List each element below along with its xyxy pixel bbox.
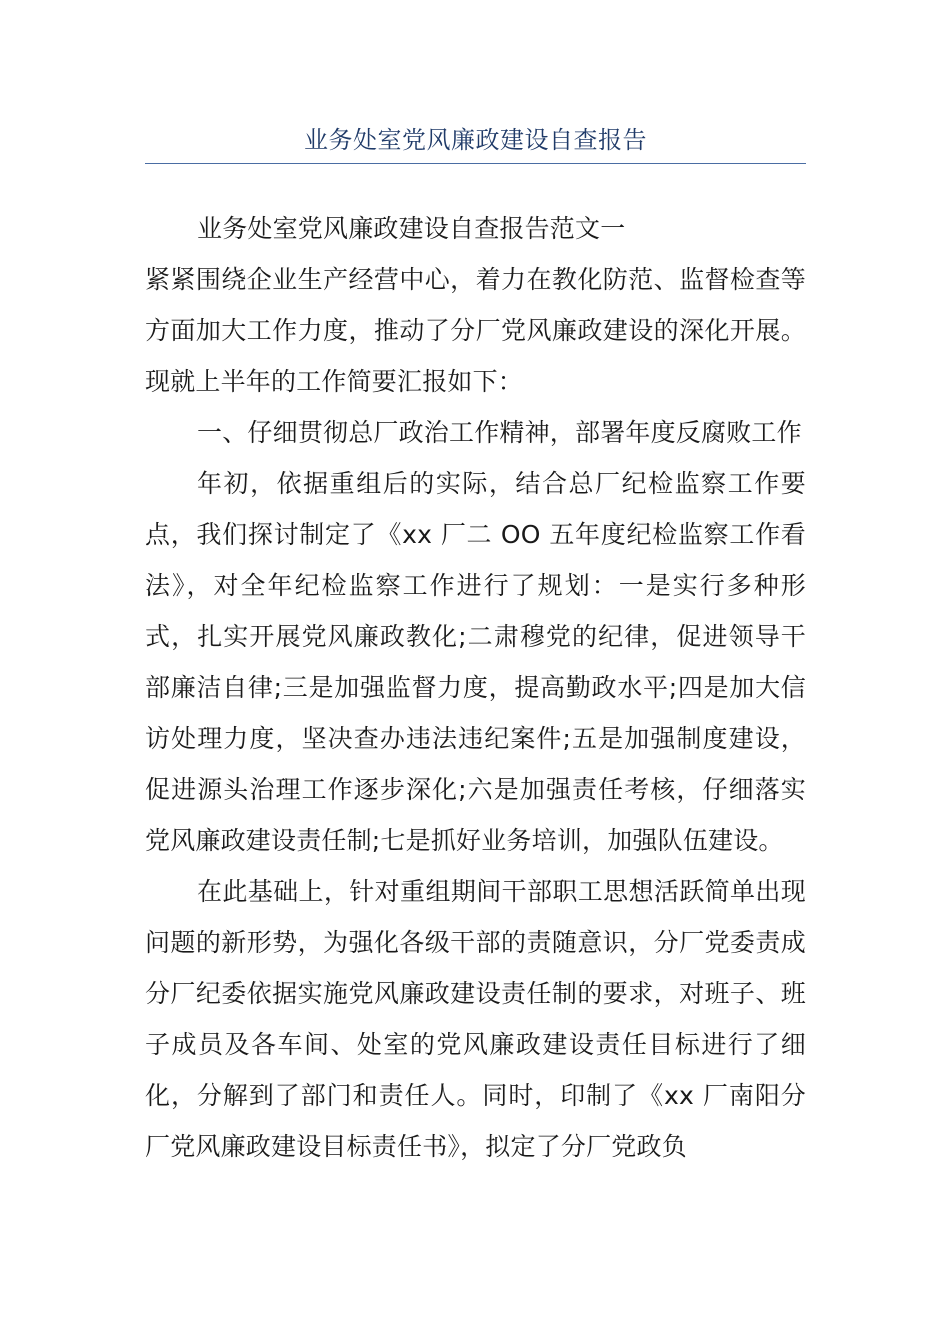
body-paragraph: 在此基础上，针对重组期间干部职工思想活跃简单出现问题的新形势，为强化各级干部的责随意识，分厂党委责成分厂纪委依据实施党风廉政建设责任制的要求，对班子、班子成员及各车间、处室的党风廉政建设责任目标进行了细化，分解到了部门和责任人。同时，印制了《xx 厂南阳分厂党风廉政建设目标责任书》，拟定了分厂党政负 bbox=[145, 877, 806, 1161]
intro-paragraph: 紧紧围绕企业生产经营中心，着力在教化防范、监督检查等方面加大工作力度，推动了分厂党风廉政建设的深化开展。现就上半年的工作简要汇报如下： bbox=[145, 265, 806, 396]
subtitle-paragraph: 业务处室党风廉政建设自查报告范文一 bbox=[197, 214, 626, 243]
section-heading-1: 一、仔细贯彻总厂政治工作精神，部署年度反腐败工作 bbox=[197, 418, 802, 447]
document-body bbox=[145, 203, 806, 1172]
body-paragraph: 年初，依据重组后的实际，结合总厂纪检监察工作要点，我们探讨制定了《xx 厂二 OO 五年度纪检监察工作看法》，对全年纪检监察工作进行了规划：一是实行多种形式，扎实开展党风廉政教化;二肃穆党的纪律，促进领导干部廉洁自律;三是加强监督力度，提高勤政水平;四是加大信访处理力度，坚决查办违法违纪案件;五是加强制度建设，促进源头治理工作逐步深化;六是加强责任考核，仔细落实党风廉政建设责任制;七是抓好业务培训，加强队伍建设。 bbox=[145, 469, 806, 855]
title-underline bbox=[145, 163, 806, 164]
document-title: 业务处室党风廉政建设自查报告 bbox=[304, 126, 647, 154]
